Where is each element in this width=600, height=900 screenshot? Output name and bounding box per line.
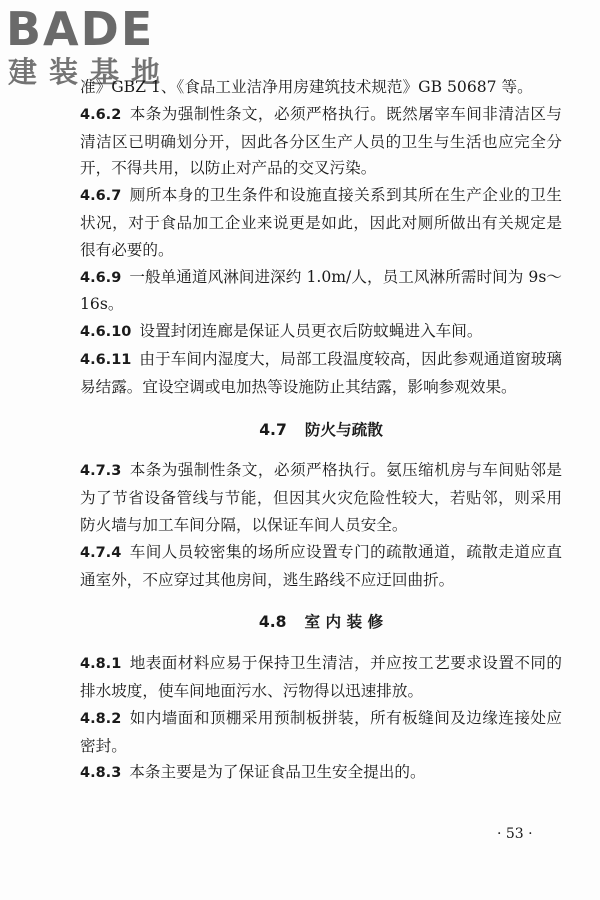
clause-number: 4.8.1 bbox=[80, 656, 122, 673]
clause-number: 4.6.11 bbox=[80, 351, 132, 368]
clause bbox=[80, 182, 562, 263]
clause-text: 厕所本身的卫生条件和设施直接关系到其所在生产企业的卫生状况，对于食品加工企业来说更是如此，因此对厕所做出有关规定是很有必要的。 bbox=[80, 186, 562, 259]
clause-number: 4.6.10 bbox=[80, 324, 132, 341]
clause-text: 设置封闭连廊是保证人员更衣后防蚊蝇进入车间。 bbox=[139, 322, 483, 341]
clause bbox=[80, 705, 562, 760]
clauses-4-8 bbox=[80, 650, 562, 787]
section-number: 4.8 bbox=[258, 613, 287, 632]
logo-brand: BADE bbox=[6, 2, 155, 56]
clause-text: 如内墙面和顶棚采用预制板拼装，所有板缝间及边缘连接处应密封。 bbox=[80, 708, 562, 755]
clause-text: 一般单通道风淋间进深约 1.0m/人，员工风淋所需时间为 9s～16s。 bbox=[80, 267, 562, 314]
clause-number: 4.7.3 bbox=[80, 463, 122, 480]
page-body bbox=[80, 74, 562, 787]
clause bbox=[80, 346, 562, 401]
clause-text: 本条主要是为了保证食品卫生安全提出的。 bbox=[129, 763, 426, 782]
clause-text: 由于车间内湿度大，局部工段温度较高，因此参观通道窗玻璃易结露。宜设空调或电加热等设施防止其结露，影响参观效果。 bbox=[80, 349, 562, 396]
clause bbox=[80, 101, 562, 182]
clause-text: 地表面材料应易于保持卫生清洁，并应按工艺要求设置不同的排水坡度，使车间地面污水、污物得以迅速排放。 bbox=[80, 654, 562, 700]
clause bbox=[80, 650, 562, 705]
section-title: 室 内 装 修 bbox=[304, 613, 384, 632]
clause-number: 4.6.2 bbox=[80, 106, 122, 123]
clause-number: 4.7.4 bbox=[80, 544, 122, 561]
clause bbox=[80, 264, 562, 319]
intro-tail: 准》GBZ 1、《食品工业洁净用房建筑技术规范》GB 50687 等。 bbox=[80, 78, 533, 96]
clause bbox=[80, 539, 562, 594]
clause-number: 4.6.7 bbox=[80, 188, 122, 205]
page-number: · 53 · bbox=[497, 826, 533, 842]
section-heading-4-8 bbox=[80, 609, 562, 636]
clause bbox=[80, 759, 562, 787]
clause-text: 本条为强制性条文，必须严格执行。氨压缩机房与车间贴邻是为了节省设备管线与节能，但因其火灾危险性较大，若贴邻，则采用防火墙与加工车间分隔，以保证车间人员安全。 bbox=[80, 461, 562, 534]
clause-text: 本条为强制性条文，必须严格执行。既然屠宰车间非清洁区与清洁区已明确划分开，因此各分区生产人员的卫生与生活也应完全分开，不得共用，以防止对产品的交叉污染。 bbox=[80, 104, 562, 178]
clause bbox=[80, 318, 562, 346]
section-heading-4-7 bbox=[80, 417, 562, 444]
section-title: 防火与疏散 bbox=[304, 420, 383, 439]
clause-number: 4.8.2 bbox=[80, 710, 122, 727]
section-number: 4.7 bbox=[259, 420, 287, 439]
clauses-4-7 bbox=[80, 457, 562, 593]
clauses-4-6 bbox=[80, 101, 562, 401]
logo-subtitle: 建装基地 bbox=[8, 55, 173, 89]
clause-number: 4.8.3 bbox=[80, 765, 122, 782]
clause-number: 4.6.9 bbox=[80, 269, 122, 286]
clause-text: 车间人员较密集的场所应设置专门的疏散通道，疏散走道应直通室外，不应穿过其他房间，逃生路线不应迂回曲折。 bbox=[80, 542, 562, 589]
clause bbox=[80, 457, 562, 538]
